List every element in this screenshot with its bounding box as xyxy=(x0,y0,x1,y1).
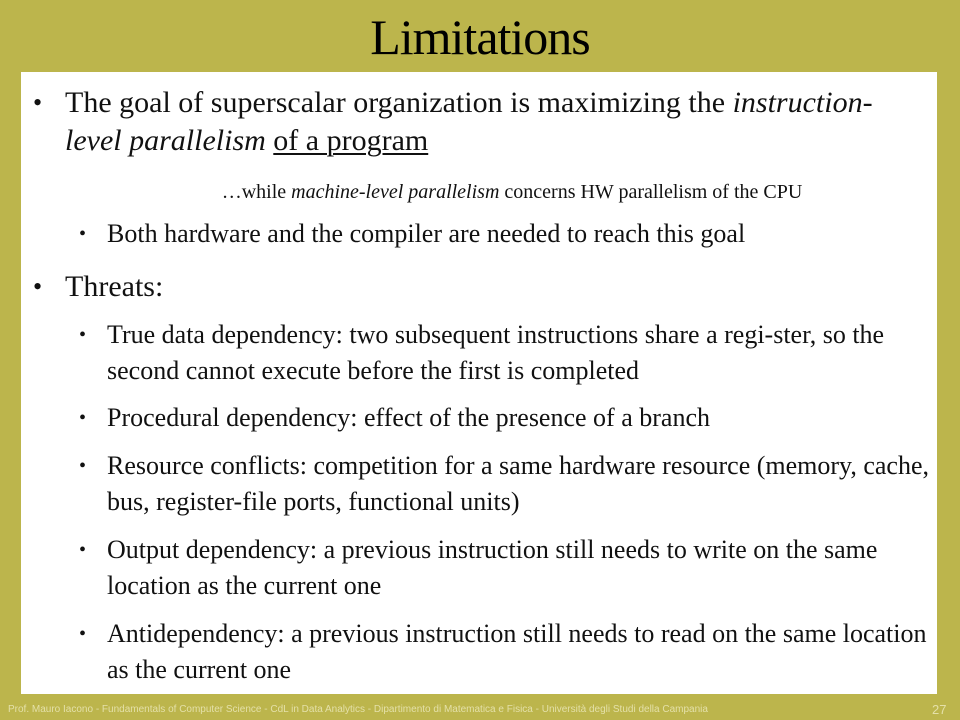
bullet-dot: • xyxy=(79,324,87,346)
goal-text: The goal of superscalar organization is maximizing the xyxy=(65,86,733,119)
bullet-dot: • xyxy=(33,88,43,117)
threat-text: True data dependency: two subsequent instructions share a regi-ster, so the second cannot execute before the first is completed xyxy=(107,320,885,385)
slide-footer xyxy=(0,700,960,720)
threat-item xyxy=(79,532,937,604)
threat-item xyxy=(79,448,937,520)
bullet-goal xyxy=(33,84,925,160)
sub-bullet-hardware xyxy=(79,216,937,252)
threat-item xyxy=(79,616,937,688)
sub-bullet-text: Both hardware and the compiler are needed to reach this goal xyxy=(107,219,746,248)
threats-label: Threats: xyxy=(65,270,164,303)
threat-item xyxy=(79,400,937,436)
note-suffix: concerns HW parallelism of the CPU xyxy=(499,181,803,203)
threat-text: Antidependency: a previous instruction still needs to read on the same location as the current one xyxy=(107,619,927,684)
threat-text: Resource conflicts: competition for a same hardware resource (memory, cache, bus, register-file ports, functional units) xyxy=(107,451,930,516)
threat-item xyxy=(79,317,937,389)
note-italic: machine-level parallelism xyxy=(291,181,500,203)
bullet-dot: • xyxy=(33,272,43,301)
bullet-threats xyxy=(33,268,925,306)
threat-text: Output dependency: a previous instruction still needs to write on the same location as the current one xyxy=(107,535,878,600)
threat-text: Procedural dependency: effect of the presence of a branch xyxy=(107,403,710,432)
slide-title: Limitations xyxy=(370,9,590,65)
goal-note xyxy=(127,180,897,204)
bullet-dot: • xyxy=(79,223,87,245)
note-prefix: …while xyxy=(221,181,292,203)
content-panel xyxy=(21,72,937,694)
bullet-dot: • xyxy=(79,407,87,429)
goal-italic: instruction-level parallelism xyxy=(65,86,873,157)
footer-credit: Prof. Mauro Iacono - Fundamentals of Computer Science - CdL in Data Analytics - Dipartimento di Matematica e Fisica - Università degli Studi della Campania xyxy=(8,704,708,715)
goal-underlined: of a program xyxy=(273,124,429,157)
bullet-dot: • xyxy=(79,623,87,645)
bullet-dot: • xyxy=(79,455,87,477)
bullet-dot: • xyxy=(79,539,87,561)
page-number: 27 xyxy=(932,702,947,717)
